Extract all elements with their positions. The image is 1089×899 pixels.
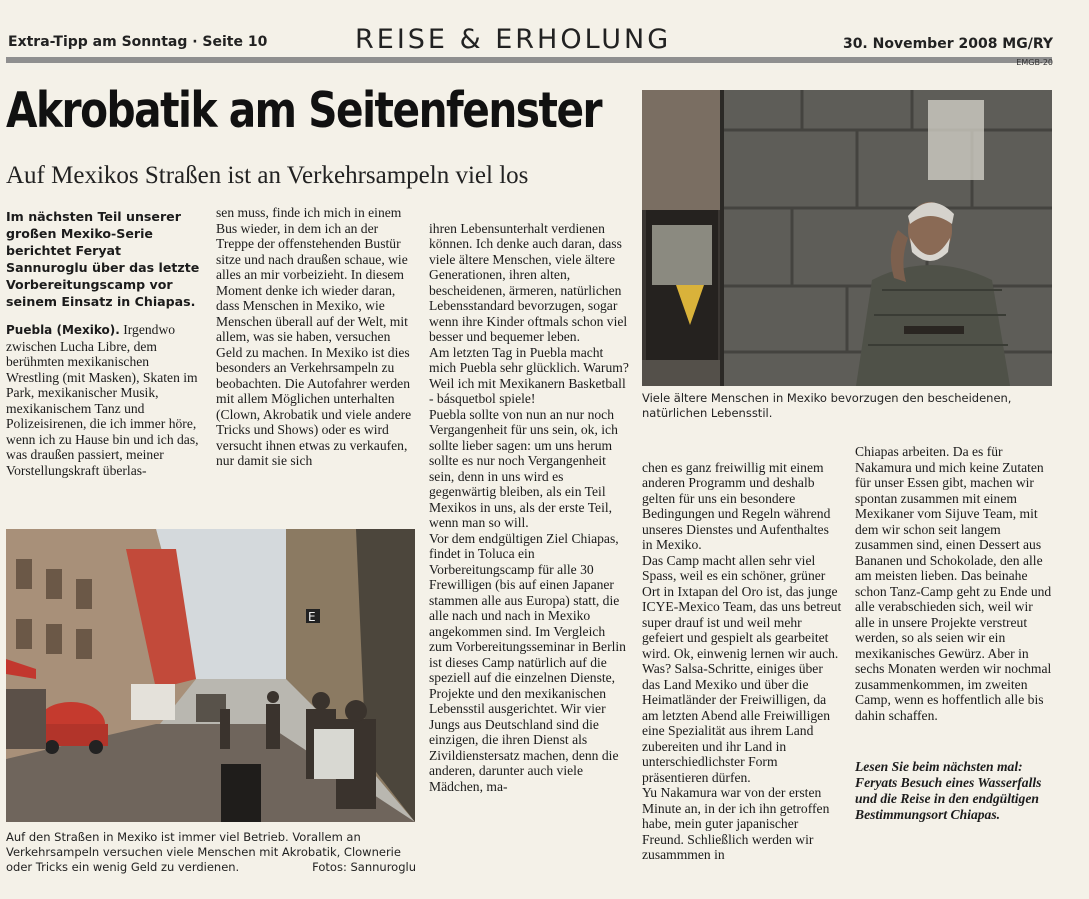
page-info: Extra-Tipp am Sonntag · Seite 10 (8, 34, 268, 50)
article-subtitle: Auf Mexikos Straßen ist an Verkehrsampeln viel los (6, 162, 529, 189)
column-1 (6, 208, 202, 478)
header-rule (6, 57, 1052, 63)
column-1-text: Irgendwo zwischen Lucha Libre, dem berühmten mexikanischen Wrestling (mit Masken), Skaten im Park, mexikanischer Musik, mexikanischem Tanz und Polizeisirenen, die ich immer höre, wenn ich zu Hause bin und ich das, was draußen passiert, meiner Vorstellungskraft überlas- (6, 322, 199, 478)
column-3-text: ihren Lebensunterhalt verdienen können. Ich denke auch daran, dass viele ältere Menschen, viele ältere Generationen, ihren alten, bescheidenen, ärmeren, natürlichen Lebensstandard bevorzugen, sogar wenn ihre Kinder oftmals schon viel besser und bequemer leben. Am letzten Tag in Puebla macht mich Puebla sehr glücklich. Warum? Weil ich mit Mexikanern Basketball - básquetbol spiele! Puebla sollte von nun an nur noch Vergangenheit für uns sein, ok, ich sollte lieber sagen: um uns herum sollte es nur noch Vergangenheit sein, denn in uns wird es gegenwärtig bleiben, als ein Teil Mexikos in uns, als der erste Teil, wenn man so will. Vor dem endgültigen Ziel Chiapas, findet in Toluca ein Vorbereitungscamp für alle 30 Frewilligen (bis auf einen Japaner stammen alle aus Europa) statt, die alle nach und nach in Mexiko angekommen sind. Im Vergleich zum Vorbereitungsseminar in Berlin ist dieses Camp natürlich auf die speziell auf die einzelnen Dienste, Projekte und den mexikanischen Lebensstil ausgerichtet. Wir vier Jungs aus Deutschland sind die einzigen, die ihren Dienst als Zivildienstersatz machen, denn die anderen, darunter auch viele Mädchen, ma- (429, 220, 629, 794)
photo-street-scene-image (6, 529, 415, 822)
column-5 (855, 444, 1055, 823)
photo-street-caption (6, 830, 416, 875)
column-1-body (6, 322, 202, 478)
dateline: Puebla (Mexiko). (6, 323, 120, 337)
column-3 (429, 205, 629, 810)
column-2 (216, 205, 416, 469)
photo-old-man (642, 90, 1052, 386)
column-4 (642, 444, 842, 878)
column-5-text: Chiapas arbeiten. Da es für Nakamura und mich keine Zutaten für unser Essen gibt, machen wir spontan zusammen mit einem Mexikaner vom Sijuve Team, mit dem wir schon seit langem zusammen sind, einen Dessert aus Bananen und Schokolade, den alle am meisten lieben. Das beinahe schon Tanz-Camp geht zu Ende und alle verabschieden sich, weil wir alle in unsere Projekte verstreut werden, so als seien wir ein mexikanisches Gewürz. Aber in sechs Monaten werden wir nochmal zusammenkommen, im zweiten Camp, wenn es hoffentlich alle bis dahin schaffen. (855, 444, 1052, 723)
issue-date: 30. November 2008 MG/RY (842, 36, 1053, 52)
photo-old-man-caption: Viele ältere Menschen in Mexiko bevorzugen den bescheidenen, natürlichen Lebensstil. (642, 391, 1012, 420)
article-lead: Im nächsten Teil unserer großen Mexiko-Serie berichtet Feryat Sannuroglu über das letzte Vorbereitungscamp vor seinem Einsatz in Chiapas. (6, 209, 200, 309)
edition-code: EMGB-20 (1016, 58, 1053, 67)
article-headline: Akrobatik am Seitenfenster (6, 82, 602, 139)
photo-street-scene (6, 529, 415, 822)
next-episode-teaser: Lesen Sie beim nächsten mal: Feryats Besuch eines Wasserfalls und die Reise in den endgültigen Bestimmungsort Chiapas. (855, 759, 1042, 822)
photo-credit: Fotos: Sannuroglu (312, 860, 416, 874)
section-title: REISE & ERHOLUNG (355, 24, 672, 55)
photo-street-caption-text: Auf den Straßen in Mexiko ist immer viel Betrieb. Vorallem an Verkehrsampeln versuchen viele Menschen mit Akrobatik, Clownerie oder Tricks ein wenig Geld zu verdienen. (6, 830, 401, 874)
column-4-text: chen es ganz freiwillig mit einem anderen Programm und deshalb gelten für uns ein besondere Bedingungen und Regeln während unseres Dienstes und Aufenthaltes in Mexiko. Das Camp macht allen sehr viel Spass, weil es ein schöner, grüner Ort in Ixtapan del Oro ist, das junge ICYE-Mexico Team, das uns betreut super drauf ist und weil mehr gefeiert und gespielt als gearbeitet wird. Ok, einwenig lernen wir auch. Was? Salsa-Schritte, einiges über das Land Mexiko und über die Heimatländer der Freiwilligen, da am letzten Abend alle Freiwilligen eine Spezialität aus ihrem Land zubereiten und ihr Land in unterschiedlichster Form präsentieren dürfen. Yu Nakamura war von der ersten Minute an, in der ich ihn getroffen habe, mein guter japanischer Freund. Schließlich werden wir zusammmen in (642, 459, 842, 862)
column-2-text: sen muss, finde ich mich in einem Bus wieder, in dem ich an der Treppe der offenstehenden Bustür sitze und nach draußen schaue, wie alles an mir vorbeizieht. In diesem Moment denke ich wieder daran, dass Menschen in Mexiko, wie Menschen überall auf der Welt, mit allem, was sie haben, versuchen Geld zu machen. In Mexiko ist dies besonders an Verkehrsampeln zu beobachten. Die Autofahrer werden mit allem Möglichen unterhalten (Clown, Akrobatik und viele andere Tricks und Shows) oder es wird versucht ihnen etwas zu verkaufen, nur damit sie sich (216, 205, 412, 468)
photo-old-man-image (642, 90, 1052, 386)
street-sign-letter: E (308, 610, 316, 624)
